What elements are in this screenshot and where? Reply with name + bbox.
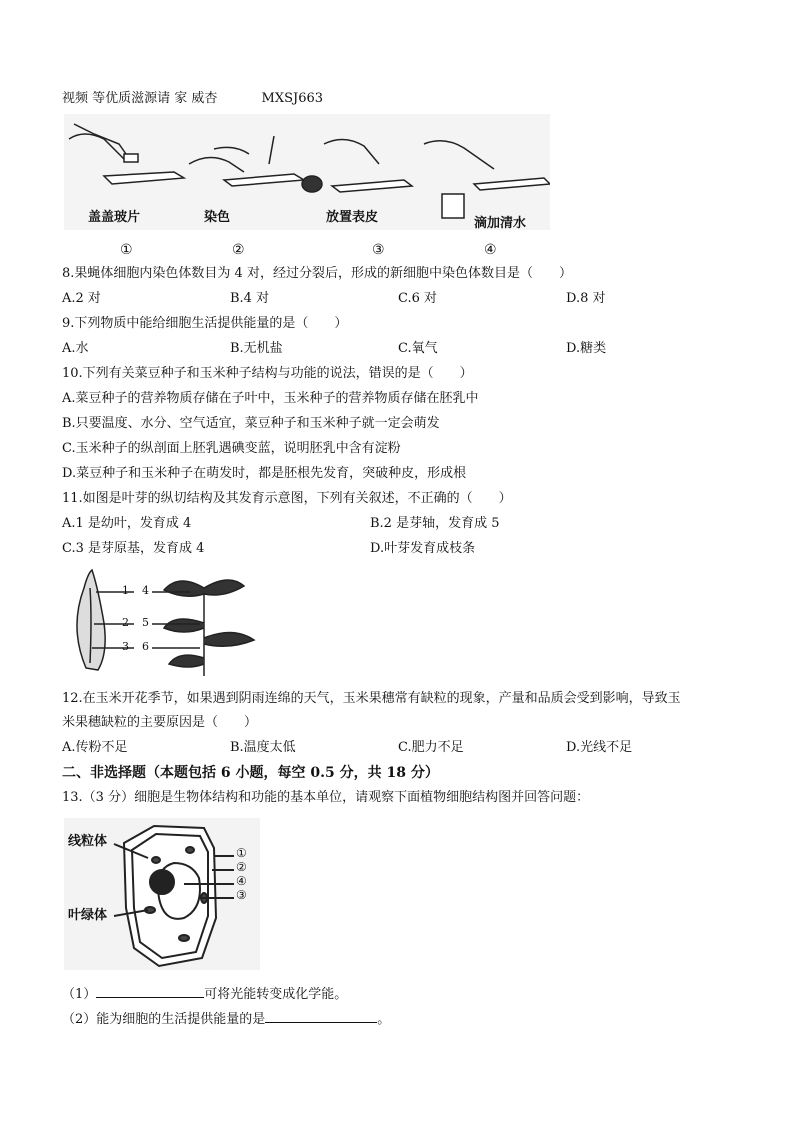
bud-label-1: 1 [122,584,129,597]
step-number-4: ④ [484,242,497,258]
q12-option-b: B.温度太低 [230,740,296,755]
page-header [62,90,323,108]
step-caption-3: 放置表皮 [326,210,379,225]
q13-sub2-suffix: 。 [377,1012,391,1027]
q12-option-c: C.肥力不足 [398,740,464,755]
cell-label-chloroplast: 叶绿体 [68,908,108,923]
question-9-stem: 9.下列物质中能给细胞生活提供能量的是（ ） [62,316,348,331]
cell-num-3: ③ [236,888,247,902]
leaf-bud-illustration [64,568,264,678]
bud-label-5: 5 [142,616,149,629]
q10-option-c: C.玉米种子的纵剖面上胚乳遇碘变蓝，说明胚乳中含有淀粉 [62,441,401,456]
figure-plant-cell [64,818,260,970]
q12-option-a: A.传粉不足 [62,740,128,755]
q8-option-c: C.6 对 [398,291,438,306]
cell-num-1: ① [236,846,247,860]
cell-num-2: ② [236,860,247,874]
question-12-stem: 12.在玉米开花季节，如果遇到阴雨连绵的天气，玉米果穗常有缺粒的现象，产量和品质会受到影响，导致玉 [62,691,681,706]
q13-sub-1 [62,983,347,1004]
figure-leaf-bud [64,568,264,678]
bud-label-4: 4 [142,584,149,597]
step-number-1: ① [120,242,133,258]
bud-label-2: 2 [122,616,129,629]
q13-sub1-blank[interactable] [96,983,204,998]
figure-slide-steps [64,114,550,230]
q9-option-b: B.无机盐 [230,341,283,356]
q11-option-c: C.3 是芽原基，发育成 4 [62,541,205,556]
header-code: MXSJ663 [261,91,324,106]
step-number-3: ③ [372,242,385,258]
q13-sub1-suffix: 可将光能转变成化学能。 [204,987,348,1002]
bud-label-3: 3 [122,640,129,653]
q12-option-d: D.光线不足 [566,740,633,755]
question-11-stem: 11.如图是叶芽的纵切结构及其发育示意图，下列有关叙述，不正确的（ ） [62,491,512,506]
header-text: 视频 等优质滋源请 家 威杏 [62,91,218,106]
q9-option-c: C.氧气 [398,341,438,356]
q10-option-b: B.只要温度、水分、空气适宜，菜豆种子和玉米种子就一定会萌发 [62,416,440,431]
q8-option-b: B.4 对 [230,291,270,306]
q10-option-d: D.菜豆种子和玉米种子在萌发时，都是胚根先发育，突破种皮，形成根 [62,466,467,481]
section-2-title: 二、非选择题（本题包括 6 小题，每空 0.5 分，共 18 分） [62,765,439,781]
step-number-2: ② [232,242,245,258]
question-13-stem: 13.（3 分）细胞是生物体结构和功能的基本单位，请观察下面植物细胞结构图并回答问题： [62,790,590,805]
q13-sub2-prefix: （2）能为细胞的生活提供能量的是 [62,1012,266,1027]
question-8-stem: 8.果蝇体细胞内染色体数目为 4 对，经过分裂后，形成的新细胞中染色体数目是（ ） [62,266,572,281]
q11-option-a: A.1 是幼叶，发育成 4 [62,516,192,531]
question-10-stem: 10.下列有关菜豆种子和玉米种子结构与功能的说法，错误的是（ ） [62,366,473,381]
cell-num-4: ④ [236,874,247,888]
question-12-stem-cont: 米果穗缺粒的主要原因是（ ） [62,715,258,730]
step-caption-4: 滴加清水 [474,216,527,231]
cell-label-mitochondria: 线粒体 [68,834,108,849]
q8-option-d: D.8 对 [566,291,606,306]
q8-option-a: A.2 对 [62,291,101,306]
step-caption-1: 盖盖玻片 [88,210,141,225]
q10-option-a: A.菜豆种子的营养物质存储在子叶中，玉米种子的营养物质存储在胚乳中 [62,391,479,406]
q13-sub1-prefix: （1） [62,987,97,1002]
bud-label-6: 6 [142,640,149,653]
q11-option-d: D.叶芽发育成枝条 [370,541,476,556]
step-caption-2: 染色 [204,210,231,225]
q13-sub2-blank[interactable] [265,1008,377,1023]
q13-sub-2 [62,1008,390,1029]
q9-option-d: D.糖类 [566,341,607,356]
q9-option-a: A.水 [62,341,89,356]
q11-option-b: B.2 是芽轴，发育成 5 [370,516,500,531]
